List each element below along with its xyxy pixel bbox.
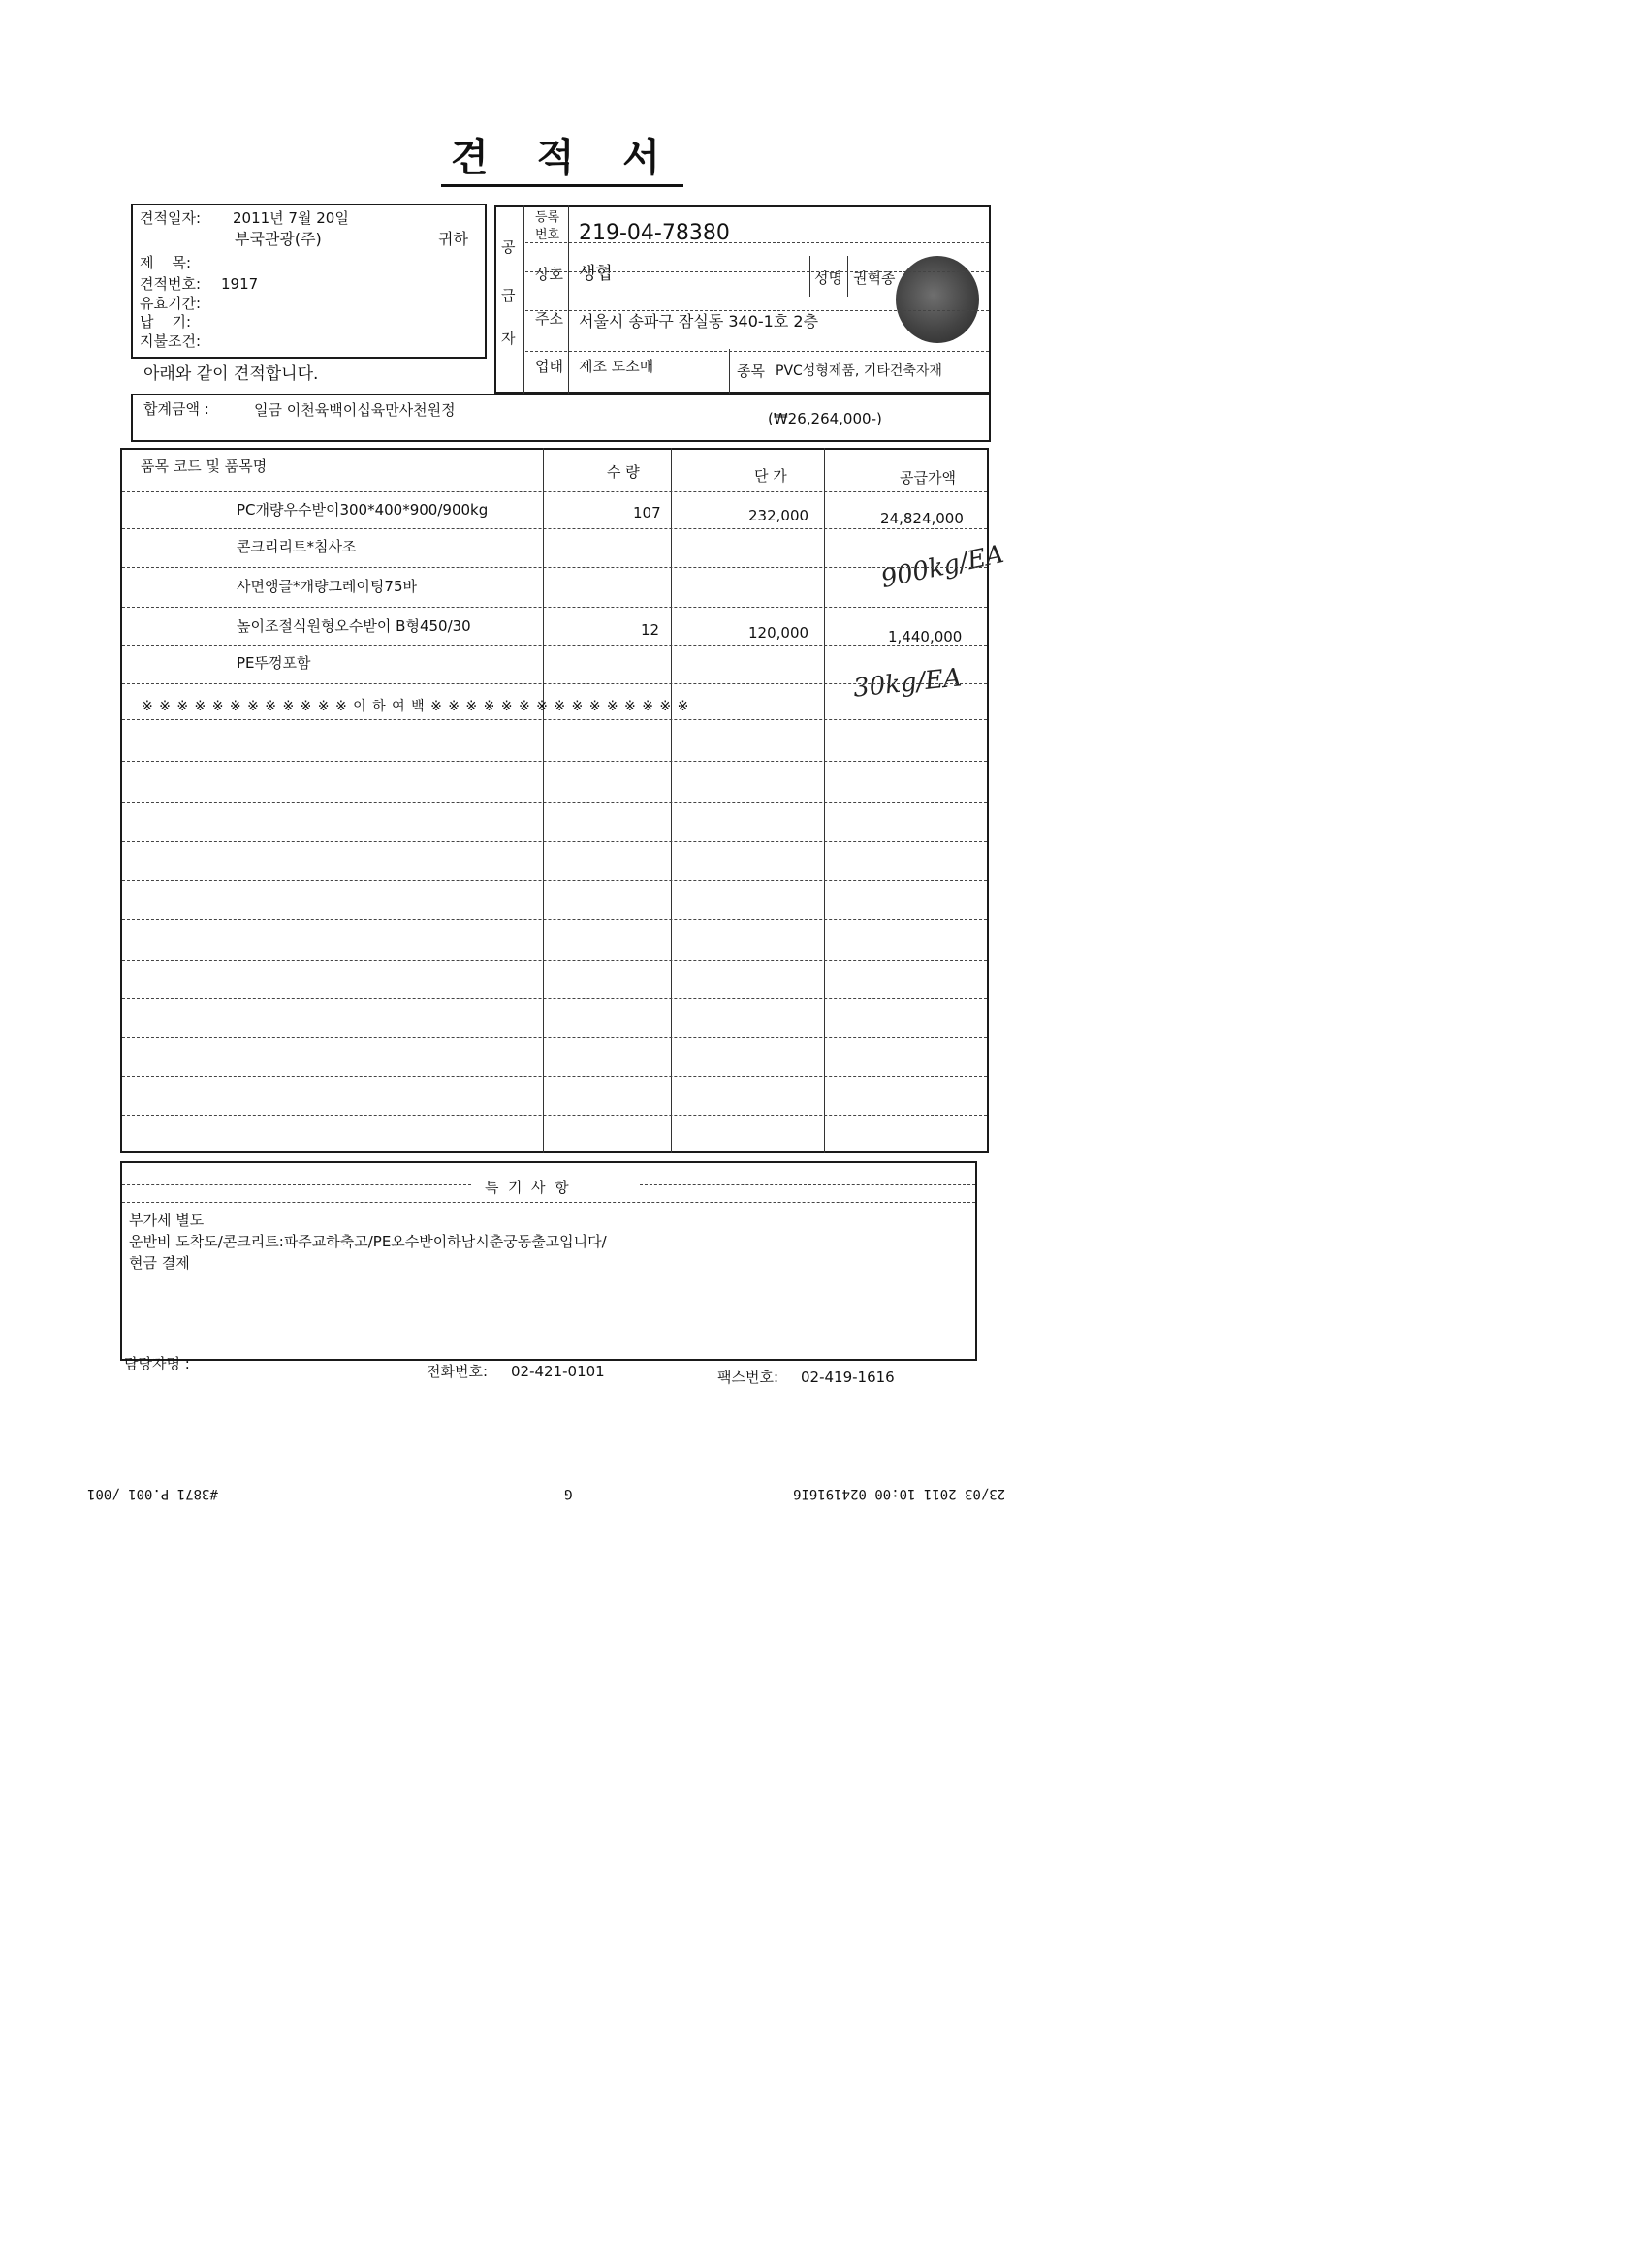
remark-line-2: 운반비 도착도/콘크리트:파주교하축고/PE오수받이하남시춘궁동출고입니다/ — [129, 1233, 607, 1250]
handwritten-note-weight-1: 900kg/EA — [878, 539, 1007, 595]
address-value: 서울시 송파구 잠실동 340-1호 2층 — [579, 312, 819, 331]
estimate-number-label: 견적번호: — [140, 275, 202, 293]
total-figure: (₩26,264,000-) — [768, 410, 882, 427]
estimate-number-value: 1917 — [221, 275, 259, 293]
name-label: 성명 — [814, 269, 842, 287]
fax-header-center: G — [564, 1486, 573, 1501]
row-1-price: 232,000 — [748, 507, 809, 524]
supplier-row-line — [525, 351, 989, 352]
phone-value: 02-421-0101 — [511, 1363, 605, 1380]
table-row-line — [122, 528, 987, 529]
row-3-item: 사면앵글*개량그레이팅75바 — [237, 578, 417, 595]
row-5-item: PE뚜껑포함 — [237, 654, 311, 672]
header-item: 품목 코드 및 품목명 — [141, 457, 268, 475]
table-row-line — [122, 1115, 987, 1116]
row-1-amount: 24,824,000 — [880, 510, 964, 527]
table-row-line — [122, 683, 987, 684]
representative-name: 권혁종 — [853, 269, 896, 287]
supplier-side-label-2: 급 — [501, 287, 516, 304]
header-qty: 수 량 — [607, 463, 640, 481]
remark-line-1: 부가세 별도 — [129, 1212, 205, 1229]
company-value: 생협 — [579, 264, 613, 284]
supplier-row-line — [525, 310, 989, 311]
contact-person-label: 담당자명 : — [124, 1355, 190, 1372]
registration-label-2: 번호 — [535, 228, 560, 242]
remark-line-3: 현금 결제 — [129, 1254, 190, 1272]
delivery-label: 납 기: — [140, 313, 192, 331]
registration-number: 219-04-78380 — [579, 221, 730, 245]
end-of-list-marker: ※ ※ ※ ※ ※ ※ ※ ※ ※ ※ ※ ※ 이 하 여 백 ※ ※ ※ ※ ※ ※ ※ ※ ※ ※ ※ ※ ※ ※ ※ — [142, 699, 690, 714]
header-price: 단 가 — [754, 467, 787, 485]
row-4-amount: 1,440,000 — [888, 628, 963, 646]
fax-label: 팩스번호: — [717, 1369, 779, 1386]
table-row-line — [122, 802, 987, 803]
name-label-divider-right — [847, 256, 848, 297]
row-4-item: 높이조절식원형오수받이 B형450/30 — [237, 617, 471, 635]
fax-value: 02-419-1616 — [801, 1369, 895, 1386]
document-title: 견 적 서 — [451, 136, 678, 180]
fax-header-right: #3871 P.001 /001 — [87, 1486, 218, 1501]
table-row-line — [122, 567, 987, 568]
phone-label: 전화번호: — [427, 1363, 489, 1380]
title-underline — [441, 184, 683, 187]
date-value: 2011년 7월 20일 — [233, 209, 349, 227]
price-column-divider — [671, 448, 672, 1153]
remarks-header: 특 기 사 항 — [485, 1179, 569, 1196]
table-row-line — [122, 1076, 987, 1077]
table-row-line — [122, 919, 987, 920]
subject-label: 제 목: — [140, 254, 192, 271]
statement: 아래와 같이 견적합니다. — [143, 364, 319, 384]
supplier-side-divider — [523, 205, 524, 394]
payment-label: 지불조건: — [140, 332, 202, 350]
row-4-price: 120,000 — [748, 624, 809, 642]
handwritten-note-weight-2: 30kg/EA — [851, 663, 964, 704]
supplier-side-label-3: 자 — [501, 330, 516, 347]
honorific: 귀하 — [438, 230, 468, 248]
supplier-side-label-1: 공 — [501, 238, 516, 256]
row-4-qty: 12 — [641, 621, 660, 639]
category-divider — [729, 349, 730, 394]
fax-header-left: 23/03 2011 10:00 0241916I6 — [793, 1486, 1006, 1501]
table-row-line — [122, 645, 987, 646]
header-amount: 공급가액 — [900, 469, 956, 487]
registration-label-1: 등록 — [535, 210, 560, 225]
row-2-item: 콘크리리트*침사조 — [237, 538, 357, 555]
date-label: 견적일자: — [140, 209, 202, 227]
row-1-item: PC개량우수받이300*400*900/900kg — [237, 501, 489, 519]
row-1-qty: 107 — [633, 504, 661, 521]
supplier-label-divider — [568, 205, 569, 394]
table-row-line — [122, 607, 987, 608]
category-value: PVC성형제품, 기타건축자재 — [776, 363, 942, 379]
name-label-divider-left — [809, 256, 810, 297]
table-row-line — [122, 960, 987, 961]
qty-column-divider — [543, 448, 544, 1153]
table-row-line — [122, 1037, 987, 1038]
company-label: 상호 — [535, 266, 563, 283]
table-row-line — [122, 719, 987, 720]
category-label: 종목 — [737, 362, 765, 380]
total-words: 일금 이천육백이십육만사천원정 — [254, 401, 456, 419]
validity-label: 유효기간: — [140, 295, 202, 312]
amount-column-divider — [824, 448, 825, 1153]
total-label: 합계금액 : — [143, 400, 209, 418]
supplier-row-line — [525, 271, 989, 272]
table-row-line — [122, 880, 987, 881]
company-seal — [896, 256, 979, 343]
table-row-line — [122, 491, 987, 492]
client-name: 부국관광(주) — [235, 230, 322, 248]
business-type-value: 제조 도소매 — [579, 358, 654, 375]
table-row-line — [122, 998, 987, 999]
supplier-row-line — [525, 242, 989, 243]
business-type-label: 업태 — [535, 358, 563, 375]
table-row-line — [122, 761, 987, 762]
address-label: 주소 — [535, 310, 563, 328]
table-row-line — [122, 841, 987, 842]
